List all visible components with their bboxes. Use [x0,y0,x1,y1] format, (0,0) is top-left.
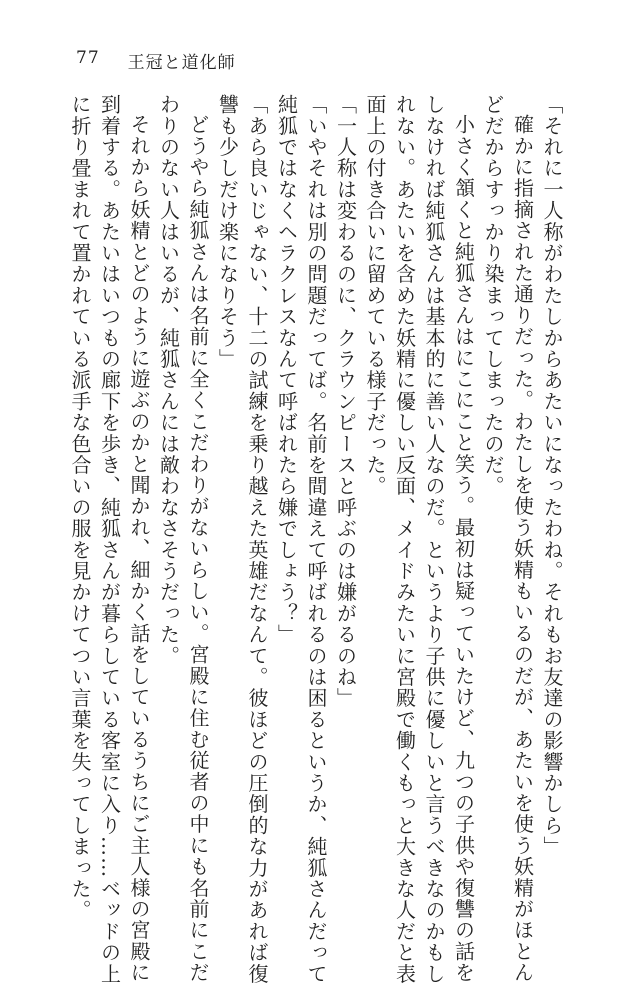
text-line: れない。あたいを含めた妖精に優しい反面、メイドみたいに宮殿で働くもっと大きな人だと表 [392,94,417,984]
text-line: 讐も少しだけ楽になりそう」 [215,94,240,370]
text-line: それから妖精とどのように遊ぶのかと聞かれ、細かく話をしているうちにご主人様の宮殿に [127,114,151,984]
text-line: どだからすっかり染まってしまったのだ。 [481,94,505,497]
text-line: 面上の付き合いに留めている様子だった。 [363,94,387,497]
text-line: 「一人称は変わるのに、クラウンピースと呼ぶのは嫌がるのね」 [333,94,358,709]
running-header [76,48,236,73]
text-line: 小さく頷くと純狐さんはにこにこと笑う。最初は疑っていたけど、九つの子供や復讐の話を [451,114,476,984]
text-line: しなければ純狐さんは基本的に善い人なのだ。というより子供に優しいと言うべきなのかもし [422,94,446,984]
chapter-title: 王冠と道化師 [127,53,236,73]
text-line: 「あら良いじゃない、十二の試練を乗り越えた英雄だなんて。彼ほどの圧倒的な力があれば復 [245,94,269,984]
text-line: 確かに指摘された通りだった。わたしを使う妖精もいるのだが、あたいを使う妖精がほとん [510,114,535,984]
text-line: 到着する。あたいはいつもの廊下を歩き、純狐さんが暮らしている客室に入り……ベッドの上 [97,94,122,984]
text-line: わりのない人はいるが、純狐さんには敵わなさそうだった。 [156,94,181,667]
text-line: どうやら純狐さんは名前に全くこだわりがないらしい。宮殿に住む従者の中にも名前にこだ [186,114,210,984]
text-line: 「それに一人称がわたしからあたいになったわね。それもお友達の影響かしら」 [540,94,564,858]
text-line: 「いやそれは別の問題だってば。名前を間違えて呼ばれるのは困るというか、純狐さんだって [304,94,328,984]
text-line: 純狐ではなくヘラクレスなんて呼ばれたら嫌でしょう？」 [274,94,299,646]
body-text [68,94,566,984]
page-number: 77 [76,48,100,68]
text-line: に折り畳まれて置かれている派手な色合いの服を見かけてつい言葉を失ってしまった。 [68,94,92,921]
